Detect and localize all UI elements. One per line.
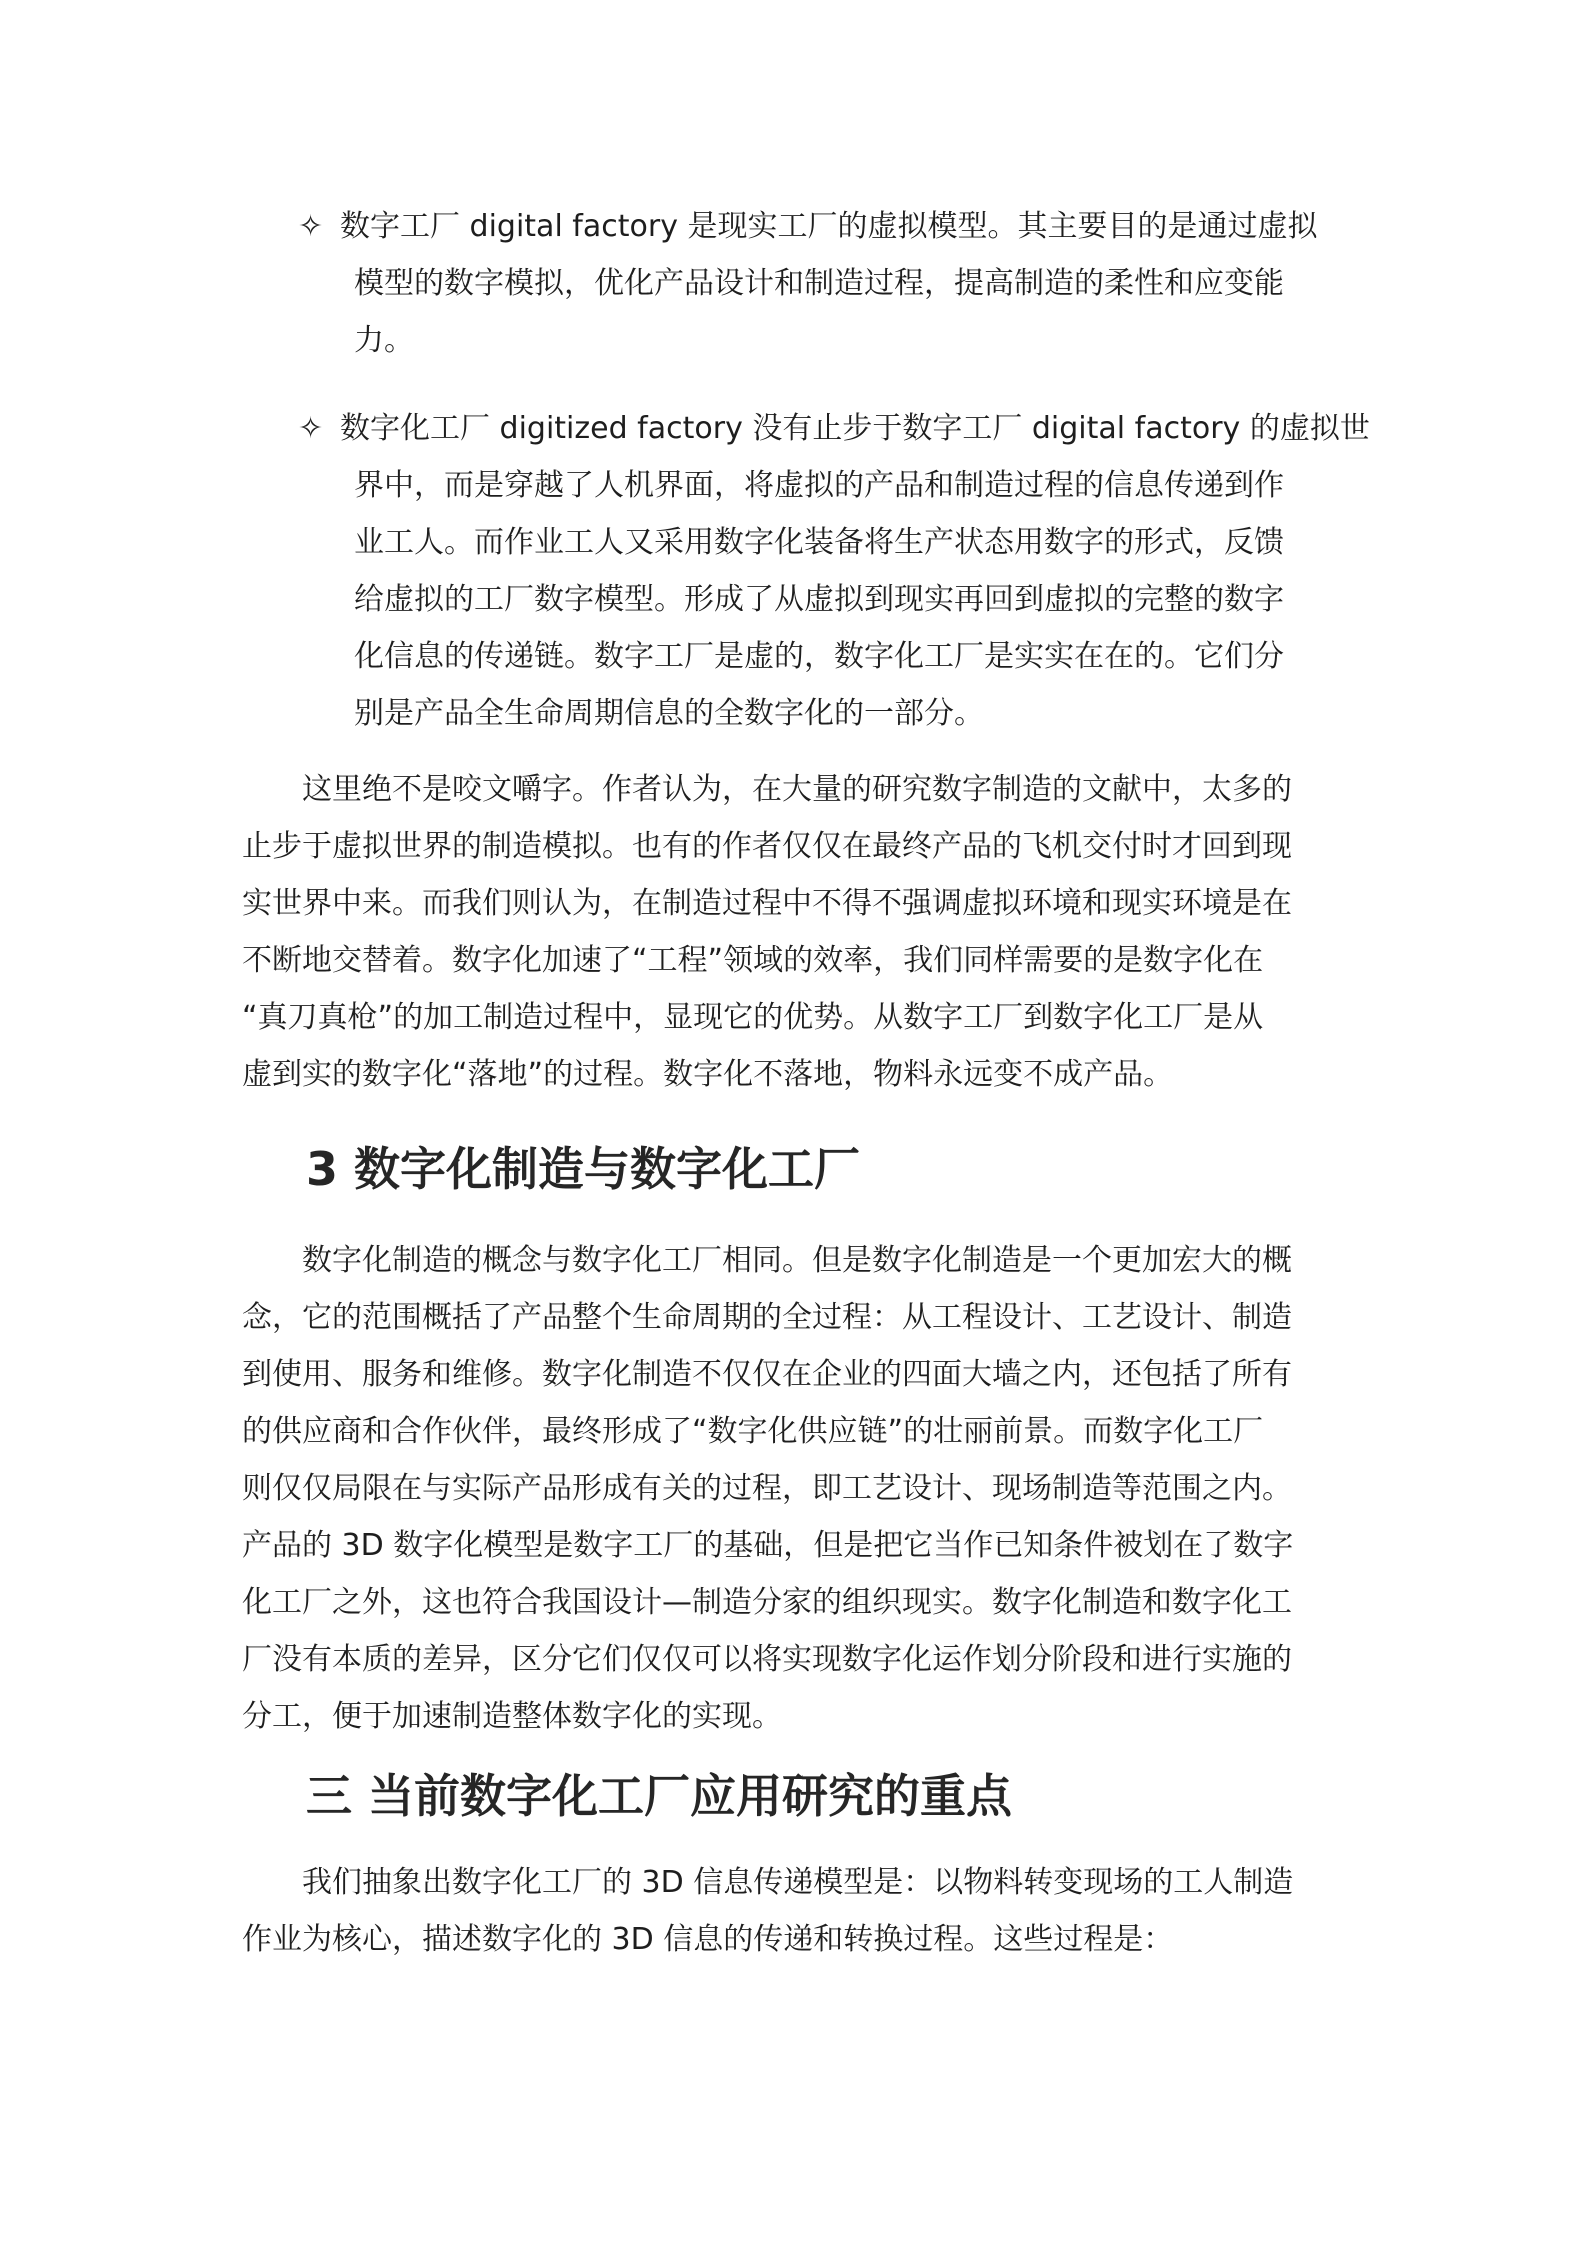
- text-line: 化信息的传递链。数字工厂是虚的，数字化工厂是实实在在的。它们分: [354, 639, 1284, 674]
- bullet-diamond-icon: ✧: [298, 411, 324, 446]
- text-line: 不断地交替着。数字化加速了“工程”领域的效率，我们同样需要的是数字化在: [242, 943, 1264, 978]
- body-paragraph: [242, 1854, 1354, 1968]
- text-line: 业工人。而作业工人又采用数字化装备将生产状态用数字的形式，反馈: [354, 525, 1284, 560]
- text-line: 化工厂之外，这也符合我国设计—制造分家的组织现实。数字化制造和数字化工: [242, 1585, 1292, 1620]
- bullet-item: [298, 400, 1370, 742]
- text-line: 止步于虚拟世界的制造模拟。也有的作者仅仅在最终产品的飞机交付时才回到现: [242, 829, 1292, 864]
- section-heading: 3 数字化制造与数字化工厂: [306, 1142, 861, 1196]
- text-line: 分工，便于加速制造整体数字化的实现。: [242, 1699, 782, 1734]
- text-line: 力。: [354, 323, 414, 358]
- body-paragraph: [242, 1232, 1354, 1745]
- bullet-text: [298, 198, 1358, 369]
- text-line: 模型的数字模拟，优化产品设计和制造过程，提高制造的柔性和应变能: [354, 266, 1284, 301]
- text-line: 数字化工厂 digitized factory 没有止步于数字工厂 digital factory 的虚拟世: [340, 411, 1370, 446]
- text-line: 实世界中来。而我们则认为，在制造过程中不得不强调虚拟环境和现实环境是在: [242, 886, 1292, 921]
- text-line: 数字工厂 digital factory 是现实工厂的虚拟模型。其主要目的是通过虚拟: [340, 209, 1318, 244]
- text-line: 数字化制造的概念与数字化工厂相同。但是数字化制造是一个更加宏大的概: [302, 1243, 1292, 1278]
- bullet-text: [298, 400, 1370, 742]
- text-line: 念，它的范围概括了产品整个生命周期的全过程：从工程设计、工艺设计、制造: [242, 1300, 1292, 1335]
- bullet-item: [298, 198, 1358, 369]
- text-line: 别是产品全生命周期信息的全数字化的一部分。: [354, 696, 984, 731]
- text-line: 我们抽象出数字化工厂的 3D 信息传递模型是：以物料转变现场的工人制造: [302, 1865, 1294, 1900]
- bullet-diamond-icon: ✧: [298, 209, 324, 244]
- text-line: 产品的 3D 数字化模型是数字工厂的基础，但是把它当作已知条件被划在了数字: [242, 1528, 1294, 1563]
- text-line: 厂没有本质的差异，区分它们仅仅可以将实现数字化运作划分阶段和进行实施的: [242, 1642, 1292, 1677]
- text-line: 的供应商和合作伙伴，最终形成了“数字化供应链”的壮丽前景。而数字化工厂: [242, 1414, 1264, 1449]
- section-heading: 三 当前数字化工厂应用研究的重点: [306, 1769, 1013, 1823]
- text-line: 作业为核心，描述数字化的 3D 信息的传递和转换过程。这些过程是：: [242, 1922, 1174, 1957]
- text-line: 则仅仅局限在与实际产品形成有关的过程，即工艺设计、现场制造等范围之内。: [242, 1471, 1292, 1506]
- text-line: 这里绝不是咬文嚼字。作者认为，在大量的研究数字制造的文献中，太多的: [302, 772, 1292, 807]
- body-paragraph: [242, 761, 1354, 1103]
- text-line: 到使用、服务和维修。数字化制造不仅仅在企业的四面大墙之内，还包括了所有: [242, 1357, 1292, 1392]
- text-line: “真刀真枪”的加工制造过程中，显现它的优势。从数字工厂到数字化工厂是从: [242, 1000, 1264, 1035]
- text-line: 界中，而是穿越了人机界面，将虚拟的产品和制造过程的信息传递到作: [354, 468, 1284, 503]
- text-line: 虚到实的数字化“落地”的过程。数字化不落地，物料永远变不成产品。: [242, 1057, 1174, 1092]
- text-line: 给虚拟的工厂数字模型。形成了从虚拟到现实再回到虚拟的完整的数字: [354, 582, 1284, 617]
